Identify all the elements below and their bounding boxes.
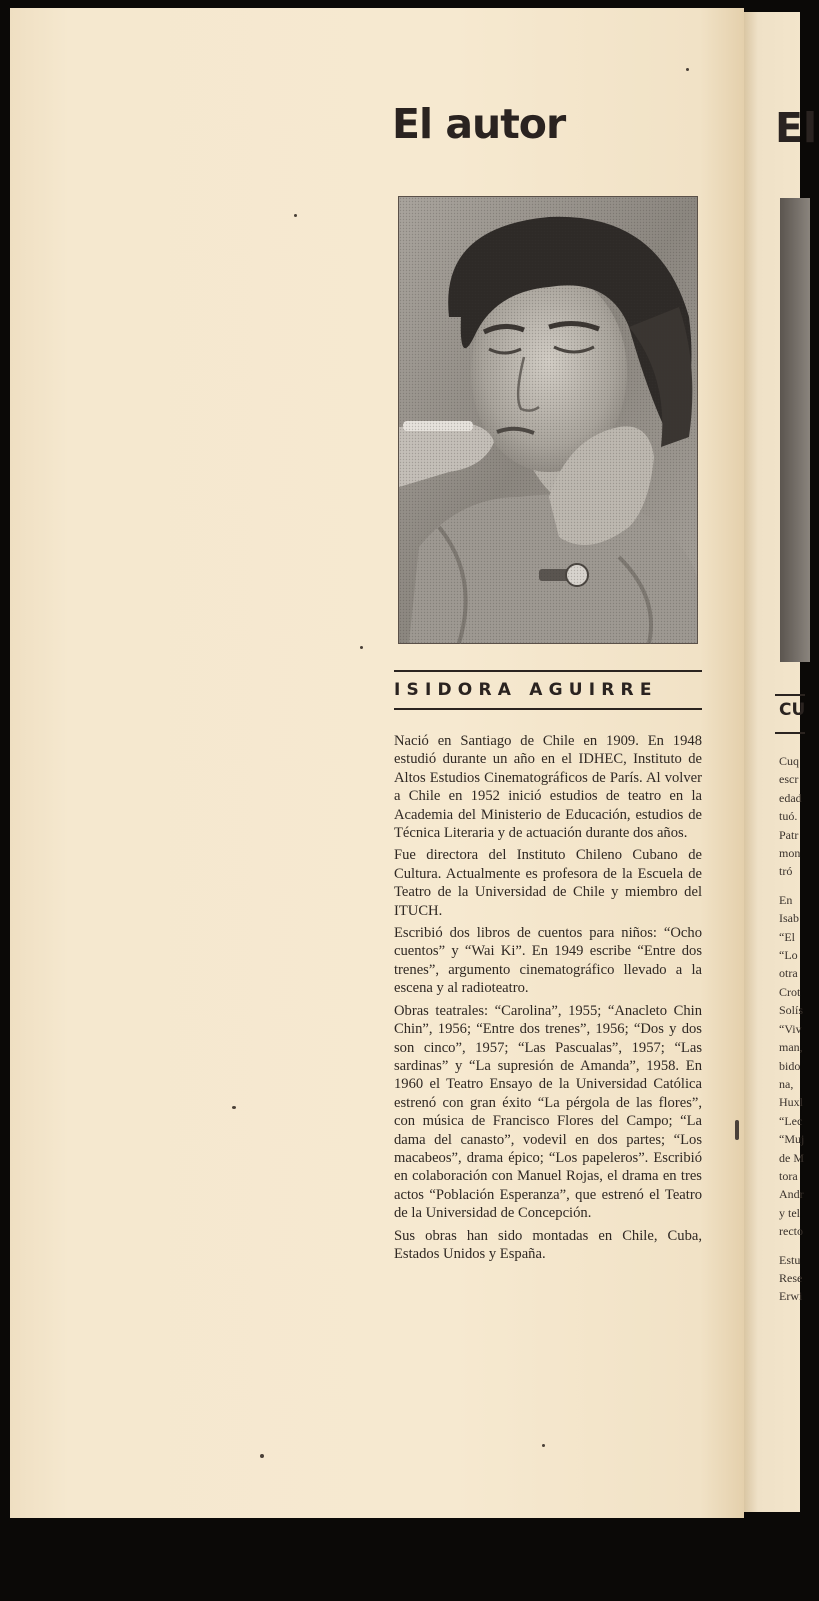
next-page-line-fragment: Solís <box>779 1003 804 1018</box>
paper-speck <box>260 1454 264 1458</box>
next-page-line-fragment: na, <box>779 1076 794 1091</box>
portrait-photo-icon <box>399 197 697 643</box>
next-page-line-fragment: recto <box>779 1224 803 1239</box>
next-page-text-fragments <box>779 752 819 1306</box>
paper-speck <box>232 1106 236 1109</box>
next-page-line-fragment: man, <box>779 1040 803 1055</box>
bio-paragraph: Nació en Santiago de Chile en 1909. En 1948 estudió durante un año en el IDHEC, Instituto de Altos Estudios Cinematográficos de París. Al volver a Chile en 1952 inició estudios de teatro en la Academia del Ministerio de Educación, estudios de Técnica Literaria y de actuación durante dos años. <box>394 733 702 842</box>
name-rule-bottom <box>394 708 702 710</box>
next-page-line-fragment: Huxl <box>779 1095 803 1110</box>
next-page-line-fragment: mon <box>779 846 801 861</box>
next-page-line-fragment: Erwi <box>779 1289 803 1304</box>
bio-paragraph: Escribió dos libros de cuentos para niños: “Ocho cuentos” y “Wai Ki”. En 1949 escribe “Entre dos trenes”, argumento cinematográfico llevado a la escena y al radioteatro. <box>394 925 702 997</box>
next-page-line-fragment: tró <box>779 864 793 879</box>
paper-speck <box>294 214 297 217</box>
next-page-line-fragment: tora <box>779 1168 798 1183</box>
author-name: ISIDORA AGUIRRE <box>394 680 658 700</box>
next-page-rule-bottom <box>775 732 805 734</box>
next-page-line-fragment: Crot <box>779 984 801 999</box>
next-page-line-fragment: Patr <box>779 827 799 842</box>
next-page-line-fragment: otra <box>779 966 798 981</box>
next-page-line-fragment: tuó. <box>779 809 798 824</box>
next-page-line-fragment: Rese <box>779 1270 803 1285</box>
next-page-line-fragment: En <box>779 892 793 907</box>
next-page-line-fragment: Isab <box>779 911 799 926</box>
next-page-title-fragment: El <box>775 104 818 152</box>
next-page-line-fragment: Andr <box>779 1187 804 1202</box>
next-page-heading-fragment: CU <box>779 700 806 720</box>
next-page-line-fragment: “El <box>779 929 795 944</box>
bio-paragraph: Sus obras han sido montadas en Chile, Cuba, Estados Unidos y España. <box>394 1227 702 1262</box>
next-page-line-fragment: edad <box>779 790 802 805</box>
bio-paragraph: Obras teatrales: “Carolina”, 1955; “Anacleto Chin Chin”, 1956; “Entre dos trenes”, 1956; “Dos y dos son cinco”, 1957; “Las Pascualas”, 1957; “Las sardinas” y “La supresión de Amanda”, 1958. En 1960 el Teatro Ensayo de la Universidad Católica estrenó con gran éxito “La pérgola de las flores”, con música de Francisco Flores del Campo; “La dama del canasto”, vodevil en dos partes; “Los macabeos”, drama épico; “Los papeleros”. Escribió en colaboración con Manuel Rojas, el drama en tres actos “Población Esperanza”, que estrenó el Teatro de la Universidad de Concepción. <box>394 1002 702 1222</box>
binding-mark <box>735 1120 739 1140</box>
paper-speck <box>360 646 363 649</box>
next-page-line-fragment: de M <box>779 1150 804 1165</box>
author-portrait-photo <box>398 196 698 644</box>
next-page-line-fragment: Cuq <box>779 754 800 768</box>
next-page-line-fragment: escr <box>779 772 799 787</box>
paper-speck <box>686 68 689 71</box>
next-page-line-fragment: “Lec <box>779 1113 803 1128</box>
next-page-line-fragment: “Muj <box>779 1132 805 1147</box>
next-page-line-fragment: Estu <box>779 1252 801 1267</box>
author-biography <box>394 732 702 1267</box>
next-page-line-fragment: bido <box>779 1058 801 1073</box>
page-title: El autor <box>392 100 566 148</box>
paragraph-gap <box>779 881 819 891</box>
next-page-rule-top <box>775 694 805 696</box>
paragraph-gap <box>779 1241 819 1251</box>
next-page-line-fragment: y tel <box>779 1205 800 1220</box>
next-page-line-fragment: “Lo <box>779 948 798 963</box>
name-rule-top <box>394 670 702 672</box>
next-page-photo-fragment <box>780 198 810 662</box>
paper-speck <box>542 1444 545 1447</box>
bio-paragraph: Fue directora del Instituto Chileno Cubano de Cultura. Actualmente es profesora de la Escuela de Teatro de la Universidad de Chile y miembro del ITUCH. <box>394 847 702 919</box>
next-page-line-fragment: “Viv <box>779 1021 802 1036</box>
